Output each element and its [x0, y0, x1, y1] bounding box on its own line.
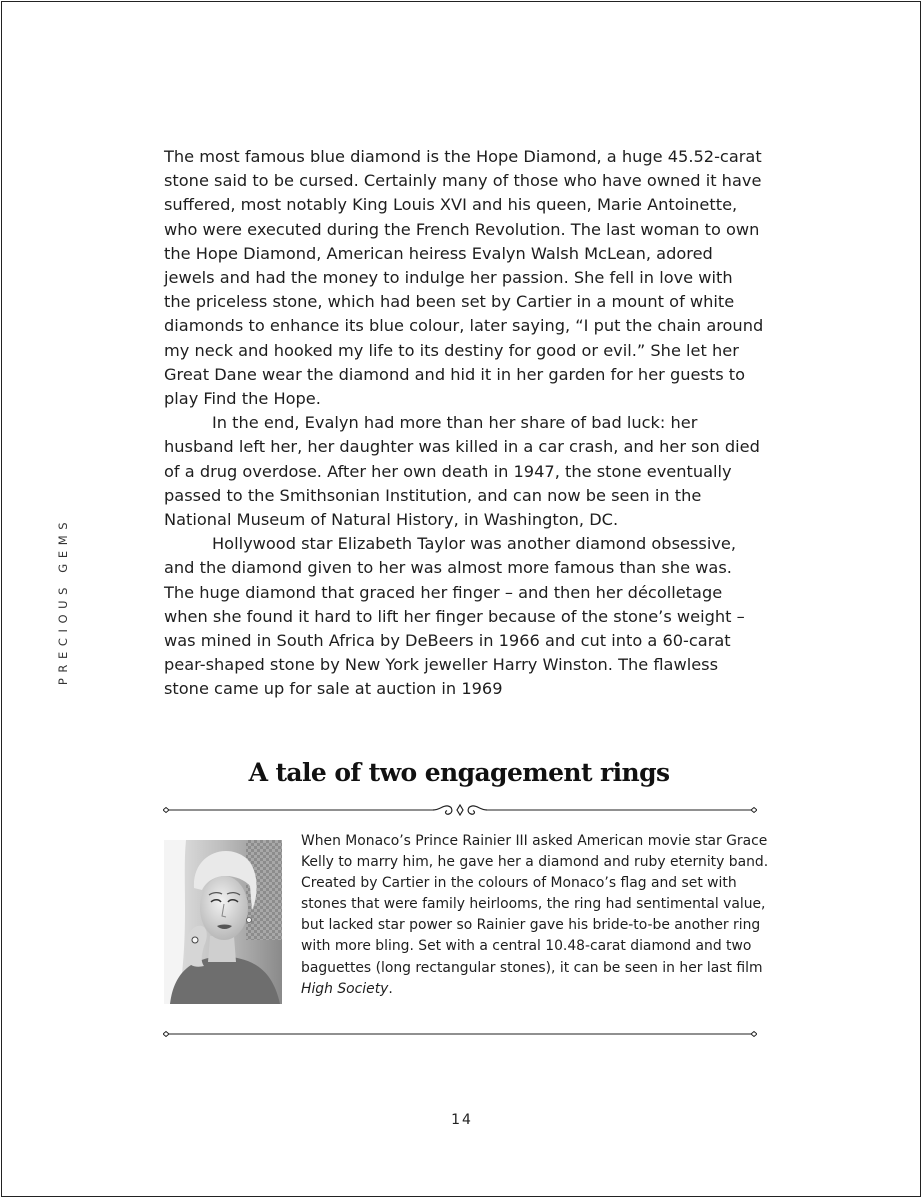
rule-top-left-diamond [163, 808, 169, 813]
ring [192, 937, 198, 943]
ornamental-rule-top [163, 802, 757, 818]
paragraph-evalyn-luck: In the end, Evalyn had more than her share of bad luck: her husband left her, her daughter was killed in a car crash, and her son died of a drug overdose. After her own death in 1947, the stone eventually passed to the Smithsonian Institution, and can now be seen in the National Museum of Natural History, in Washington, DC. [164, 413, 766, 530]
ornamental-rule-bottom [163, 1026, 757, 1042]
face [200, 876, 248, 940]
paragraph-elizabeth-taylor: Hollywood star Elizabeth Taylor was another diamond obsessive, and the diamond given to her was almost more famous than she was. The huge diamond that graced her finger – and then her décolletage when she found it hard to lift her finger because of the stone’s weight – was mined in South Africa by DeBeers in 1966 and cut into a 60-carat pear-shaped stone by New York jeweller Harry Winston. The flawless stone came up for sale at auction in 1969 [164, 534, 750, 699]
grace-kelly-photo [164, 840, 282, 1004]
feature-box-text-end: . [388, 980, 393, 997]
portrait-illustration [164, 840, 282, 1004]
body-text [164, 145, 769, 702]
feature-box-text [301, 831, 771, 1000]
flourish-ornament-icon [433, 805, 487, 815]
rule-bottom-left-diamond [163, 1032, 169, 1037]
running-head: PRECIOUS GEMS [56, 516, 70, 686]
paragraph-hope-diamond: The most famous blue diamond is the Hope Diamond, a huge 45.52-carat stone said to be cursed. Certainly many of those who have owned it have suffered, most notably King Louis XVI and his queen, Marie Antoinette, who were executed during the French Revolution. The last woman to own the Hope Diamond, American heiress Evalyn Walsh McLean, adored jewels and had the money to indulge her passion. She fell in love with the priceless stone, which had been set by Cartier in a mount of white diamonds to enhance its blue colour, later saying, “I put the chain around my neck and hooked my life to its destiny for good or evil.” She let her Great Dane wear the diamond and hid it in her garden for her guests to play Find the Hope. [164, 147, 769, 409]
film-title: High Society [301, 980, 389, 997]
neck [208, 936, 236, 962]
feature-box-title: A tale of two engagement rings [248, 758, 670, 787]
earring [247, 918, 252, 923]
page-number: 14 [451, 1112, 473, 1128]
rule-top-right-diamond [751, 808, 757, 813]
feature-box-text-main: When Monaco’s Prince Rainier III asked American movie star Grace Kelly to marry him, he gave her a diamond and ruby eternity band. Created by Cartier in the colours of Monaco’s flag and set with stones that were family heirlooms, the ring had sentimental value, but lacked star power so Rainier gave his bride-to-be another ring with more bling. Set with a central 10.48-carat diamond and two baguettes (long rectangular stones), it can be seen in her last film [301, 833, 769, 976]
rule-bottom-right-diamond [751, 1032, 757, 1037]
